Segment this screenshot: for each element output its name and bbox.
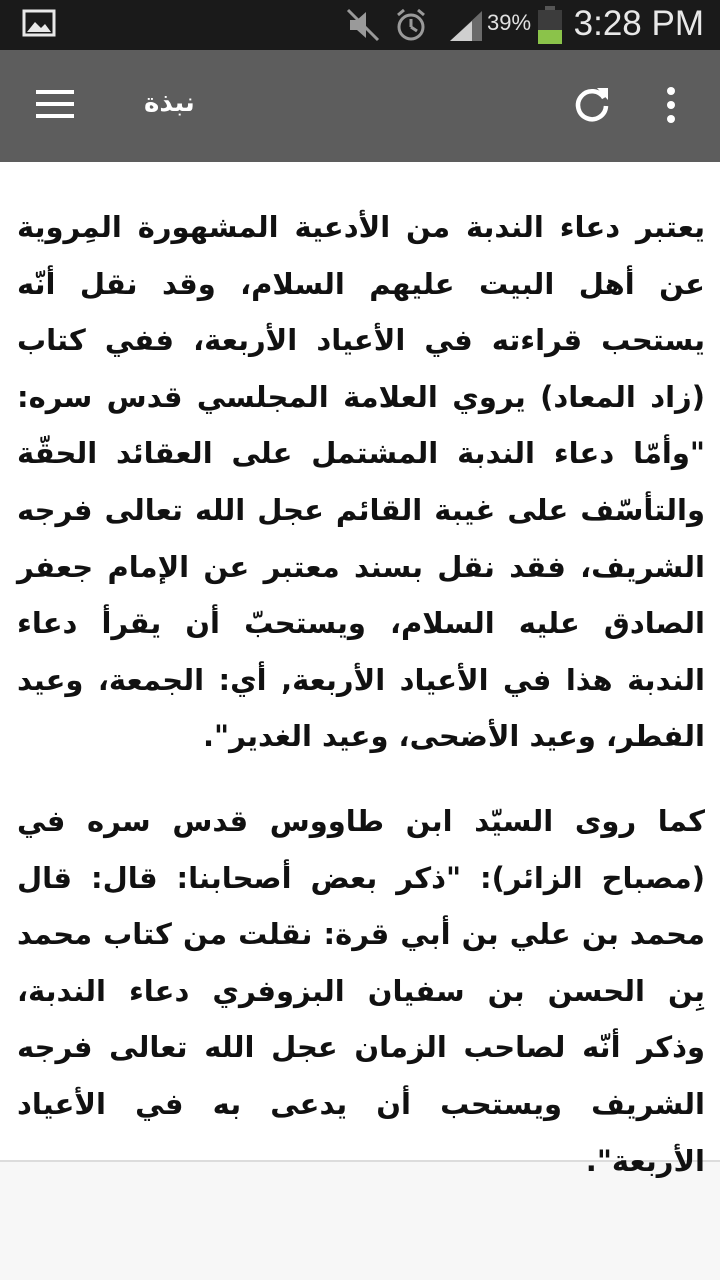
mute-icon [346,8,382,46]
battery-icon [537,6,563,48]
page-title: نبذة [144,88,195,118]
paragraph-1: يعتبر دعاء الندبة من الأدعية المشهورة المِروية عن أهل البيت عليهم السلام، وقد نقل أنّه يستحب قراءته في الأعياد الأربعة، ففي كتاب (زاد المعاد) يروي العلامة المجلسي قدس سره: "وأمّا دعاء الندبة المشتمل على العقائد الحقّة والتأسّف على غيبة القائم عجل الله تعالى فرجه الشريف، فقد نقل بسند معتبر عن الإمام جعفر الصادق عليه السلام، ويستحبّ أن يقرأ دعاء الندبة هذا في الأعياد الأربعة, أي: الجمعة، وعيد الفطر، وعيد الأضحى، وعيد الغدير". [17,210,705,754]
paragraph-2: كما روى السيّد ابن طاووس قدس سره في (مصباح الزائر): "ذكر بعض أصحابنا: قال: قال محمد بن علي بن أبي قرة: نقلت من كتاب محمد بِن الحسن بن سفيان البزوفري دعاء الندبة، وذكر أنّه لصاحب الزمان عجل الله تعالى فرجه الشريف ويستحب أن يدعى به في الأعياد الأربعة". [17,804,705,1178]
menu-icon[interactable] [36,88,76,126]
refresh-icon[interactable] [572,84,612,128]
gallery-icon [22,9,56,41]
signal-icon [448,9,484,47]
clock: 3:28 PM [573,4,704,43]
status-bar [0,0,720,50]
overflow-menu-icon[interactable] [664,86,678,130]
alarm-icon [394,7,428,47]
action-bar [0,50,720,162]
battery-percent: 39% [487,10,532,35]
article-content [0,162,720,1178]
